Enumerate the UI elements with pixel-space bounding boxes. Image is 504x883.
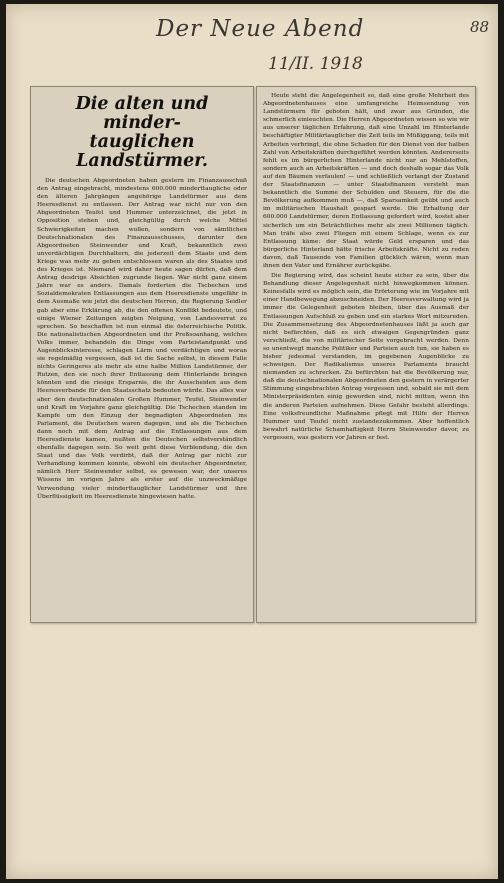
left-column-text	[31, 177, 253, 501]
article-headline	[35, 95, 249, 171]
handwritten-date: 11/II. 1918	[268, 54, 363, 74]
left-paragraph: Die deutschen Abgeordneten haben gestern im Finanzausschuß den Antrag eingebracht, mindestens 600.000 minderttaugliche oder den älteren Jahrgängen angehörige Landstürmer aus dem Heeresdienst zu entlassen. Der Antrag war nicht nur von den Abgeordneten Teufel und Hummer unterzeichnet, die jetzt in Opposition stehen und, gleichgültig durch welche Mittel Schwierigkeiten machen wollen, sondern von sämtlichen Deutschnationalen des Finanzausschusses, darunter den Abgeordneten Steinwender und Kraft, bekanntlich zwei unverdächtigen Durchhaltern, die jederzeit dem Staate und dem Kriege was mehr zu geben entschlossen waren als des Staates und des Krieges ist. Niemand wird daher heute sagen dürfen, daß dem Antrag desdrige Absichten zugrunde liegen. War nicht ganz einem Jahre war es anders. Damals forderten die Tschechen und Sozialdemokraten Entlassungen aus dem Heeresdienste ungefähr in dem Ausmaße wie jetzt die deutschen Herren, die Regierung Seidler gab aber eine Erklärung ab, die den offenen Konflikt bedeutete, und einige Wiener Zeitungen zeigten Neigung, von Landesverrat zu sprechen. So beschaffen ist nun einmal die österreichische Politik. Die nationalistischen Abgeordneten und ihr Preßsoanhang, welches Volks immer, behandeln die Dinge vom Parteistandpunkt und Augenblicksinteresse, schlagen Lärm und verdächtigen und woran sie regelmäßig vergessen, daß ist die Sache selbst, in diesem Falle nichts Geringeres als mehr als eine halbe Million Landstürmer, der Rutzen, den sie noch ihrer Entlassung dem Hinterlande bringen könnten und die riesige Ersparnis, die ihr Ausscheiden aus dem Heeresverbande für den Staatsschatz bedeuten würde. Das alles war aber den deutschnationalen Großen Hummer, Teufel, Steinwender und Kraft im Vorjahre ganz gleichgültig. Die Tschechen standen im Kampfe um den Einzug der begnadigten Abgeordneten ins Parlament, die Deutschen waren dagegen, und als die Tschechen dann noch mit dem Antrag auf die Entlassungen aus dem Heeresdienste kamen, mußten die Deutschen selbstverständlich ebenfalls dagegen sein. So weit geht diese Verblendung, die den Staat und das Volk verdirbt, daß der Antrag gar nicht zur Verhandlung kommen konnte, obwohl ein deutscher Abgeordneter, nämlich Herr Steinwender selbst, es gewesen war, der unseres Wissens im vorigen Jahre als erster auf die unzweckmäßige Verwendung vieler minderttauglicher Landstürmer und ihre Überflüssigkeit im Heeresdienste hingewiesen hatte.	[37, 178, 247, 500]
right-paragraph: Heute steht die Angelegenheit so, daß eine große Mehrheit des Abgeordnetenhauses eine umfangreiche Heimsendung von Landstürmern für geboten hält, und zwar aus Gründen, die schmerlich einleuchten. Die Herren Abgeordneten wissen so wie wir aus unserer täglichen Erfahrung, daß eine Unzahl im Hinterlande beschäftigter Militärtauglicher die Zeit teils im Müßiggang, teils mit Arbeiten verbringt, die ohne Schaden für den Dienst von der halben Zahl von Arbeitskräften durchgeführt werden könnten. Andererseits fehlt es im bürgerlichen Hinterlande nicht nur an Mehlstoffen, sondern auch an Arbeitskräften — und doch deshalb sogar das Volk auf den Bäumen verfaulen! — und schließlich verlangt der Zustand der Staatsfinanzen — unter Staatsfinanzen versteht man bekanntlich die Summe der Schulden und Steuern, für die die Bevölkerung aufkommen muß —, daß Sparsamkeit geübt und auch im militärischen Haushalt gespart werde. Die Erhaltung der 600.000 Landstürmer, deren Entlassung gefordert wird, kostet aber sicherlich um ein Beträchtliches mehr als zwei Millionen täglich. Man träfe also zwei Fliegen mit einem Schlage, wenn es zur Entlassung käme: der Staat würde Geld ersparen und das bürgerliche Hinterland hätte frische Arbeitskräfte. Nicht zu reden davon, daß Tausende von Familien glücklich wären, wenn man ihnen den Vater und Ernährer zurückgäbe.	[263, 93, 469, 269]
right-column-text	[257, 87, 475, 442]
headline-line-2: tauglichen Landstürmer.	[76, 132, 208, 171]
handwritten-page-number: 88	[470, 18, 490, 36]
handwritten-source-title: Der Neue Abend	[156, 16, 365, 42]
right-paragraph: Die Regierung wird, das scheint heute sicher zu sein, über die Behandlung dieser Angelegenheit nicht hinwegkommen können. Keinesfalls wird es möglich sein, die Erörterung wie im Vorjahre mit einer Handbewegung abzuschneiden. Der Heeresverwaltung wird ja immer die Gelegenheit geboten bleiben, über das Ausmaß der Entlassungen Aufschluß zu geben und ein starkes Wort mitzureden. Die Zusammensetzung des Abgeordnetenhauses läßt ja auch gar nicht befürchten, daß es sich etwaigen Gegengründen ganz verschließt, die von militärischer Seite vorgebracht werden. Denn so unentwegt manche Politiker und Parteien auch tun, sie haben es bisher jedesmal verstanden, im gegebenen Augenblicke zu schweigen. Der Radikalismus unseres Parlaments braucht niemanden zu schrecken. Zu befürchten hat die Bevölkerung nur, daß die deutschnationalen Abgeordneten den gestern in verärgerter Stimmung eingebrachten Antrag vergessen und, sobald sie mit dem Ministerpräsidenten einig geworden sind, nicht mittun, wenn ihn die anderen Parteien aufnehmen. Diese Gefahr besteht allerdings. Eine volksfreundliche Maßnahme pflegt mit Hilfe der Herren Hummer und Teufel nicht zustandezukommen. Aber hoffentlich bewahrt natürliche Schamhaftigkeit Herrn Steinwender davor, zu vergessen, was gestern vor Jahren er fest.	[263, 273, 469, 441]
clipping-left-column	[30, 86, 254, 623]
headline-line-1: Die alten und minder-	[75, 94, 209, 133]
clipping-right-column	[256, 86, 476, 623]
